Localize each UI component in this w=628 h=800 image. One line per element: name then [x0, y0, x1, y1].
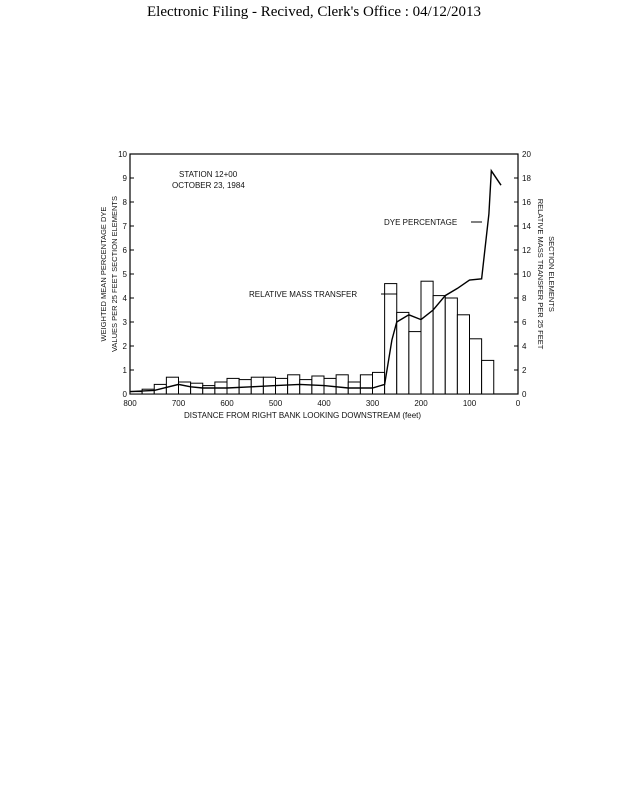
dye-bar	[360, 375, 372, 394]
x-tick-label: 100	[462, 399, 477, 408]
x-axis-label: DISTANCE FROM RIGHT BANK LOOKING DOWNSTREAM (feet)	[184, 411, 422, 420]
dye-bar	[457, 315, 469, 394]
y-right-tick-label: 10	[522, 270, 531, 279]
y-right-label-line1: RELATIVE MASS TRANSFER PER 25 FEET	[536, 198, 545, 350]
y-left-tick-label: 0	[122, 390, 127, 399]
dye-bar	[445, 298, 457, 394]
x-tick-label: 0	[515, 399, 521, 408]
x-tick-label: 500	[268, 399, 283, 408]
dye-bar	[433, 296, 445, 394]
mass-series-label: RELATIVE MASS TRANSFER	[249, 290, 358, 299]
y-left-label-line2: VALUES PER 25 FEET SECTION ELEMENTS	[110, 195, 119, 353]
filing-header: Electronic Filing - Recived, Clerk's Office : 04/12/2013	[146, 4, 482, 20]
y-left-tick-label: 5	[122, 270, 127, 279]
dye-series-label: DYE PERCENTAGE	[384, 218, 458, 227]
y-right-tick-label: 6	[522, 318, 527, 327]
y-left-tick-label: 6	[122, 246, 127, 255]
y-right-tick-label: 14	[522, 222, 531, 231]
y-right-tick-label: 18	[522, 174, 531, 183]
y-left-tick-label: 4	[122, 294, 127, 303]
dye-bar	[191, 383, 203, 394]
y-right-label-line2: SECTION ELEMENTS	[547, 236, 556, 312]
y-left-label-line1: WEIGHTED MEAN PERCENTAGE DYE	[99, 206, 108, 342]
dye-bar	[470, 339, 482, 394]
dye-bar	[397, 312, 409, 394]
x-tick-label: 300	[365, 399, 380, 408]
x-tick-label: 200	[414, 399, 428, 408]
y-left-tick-label: 3	[122, 318, 127, 327]
y-right-tick-label: 4	[522, 342, 527, 351]
x-tick-label: 800	[123, 399, 137, 408]
y-right-tick-label: 12	[522, 246, 531, 255]
dye-bar	[300, 380, 312, 394]
y-left-tick-label: 2	[122, 342, 127, 351]
y-right-tick-label: 0	[522, 390, 527, 399]
dye-bar	[336, 375, 348, 394]
y-right-tick-label: 8	[522, 294, 527, 303]
y-left-tick-label: 9	[122, 174, 127, 183]
dye-bar	[203, 386, 215, 394]
y-right-tick-label: 2	[522, 366, 527, 375]
y-left-tick-label: 8	[122, 198, 127, 207]
x-tick-label: 700	[171, 399, 186, 408]
y-left-tick-label: 10	[118, 150, 127, 159]
y-right-tick-label: 16	[522, 198, 531, 207]
station-label: STATION 12+00	[179, 170, 238, 179]
x-tick-label: 400	[317, 399, 331, 408]
dye-bar	[227, 378, 239, 394]
dye-bar	[179, 382, 191, 394]
dye-bar	[409, 332, 421, 394]
dye-bar	[421, 281, 433, 394]
date-label: OCTOBER 23, 1984	[172, 181, 245, 190]
dye-bar	[373, 372, 385, 394]
y-left-tick-label: 7	[122, 222, 127, 231]
dye-bar	[482, 360, 494, 394]
y-left-tick-label: 1	[122, 366, 127, 375]
y-right-tick-label: 20	[522, 150, 531, 159]
x-tick-label: 600	[220, 399, 234, 408]
